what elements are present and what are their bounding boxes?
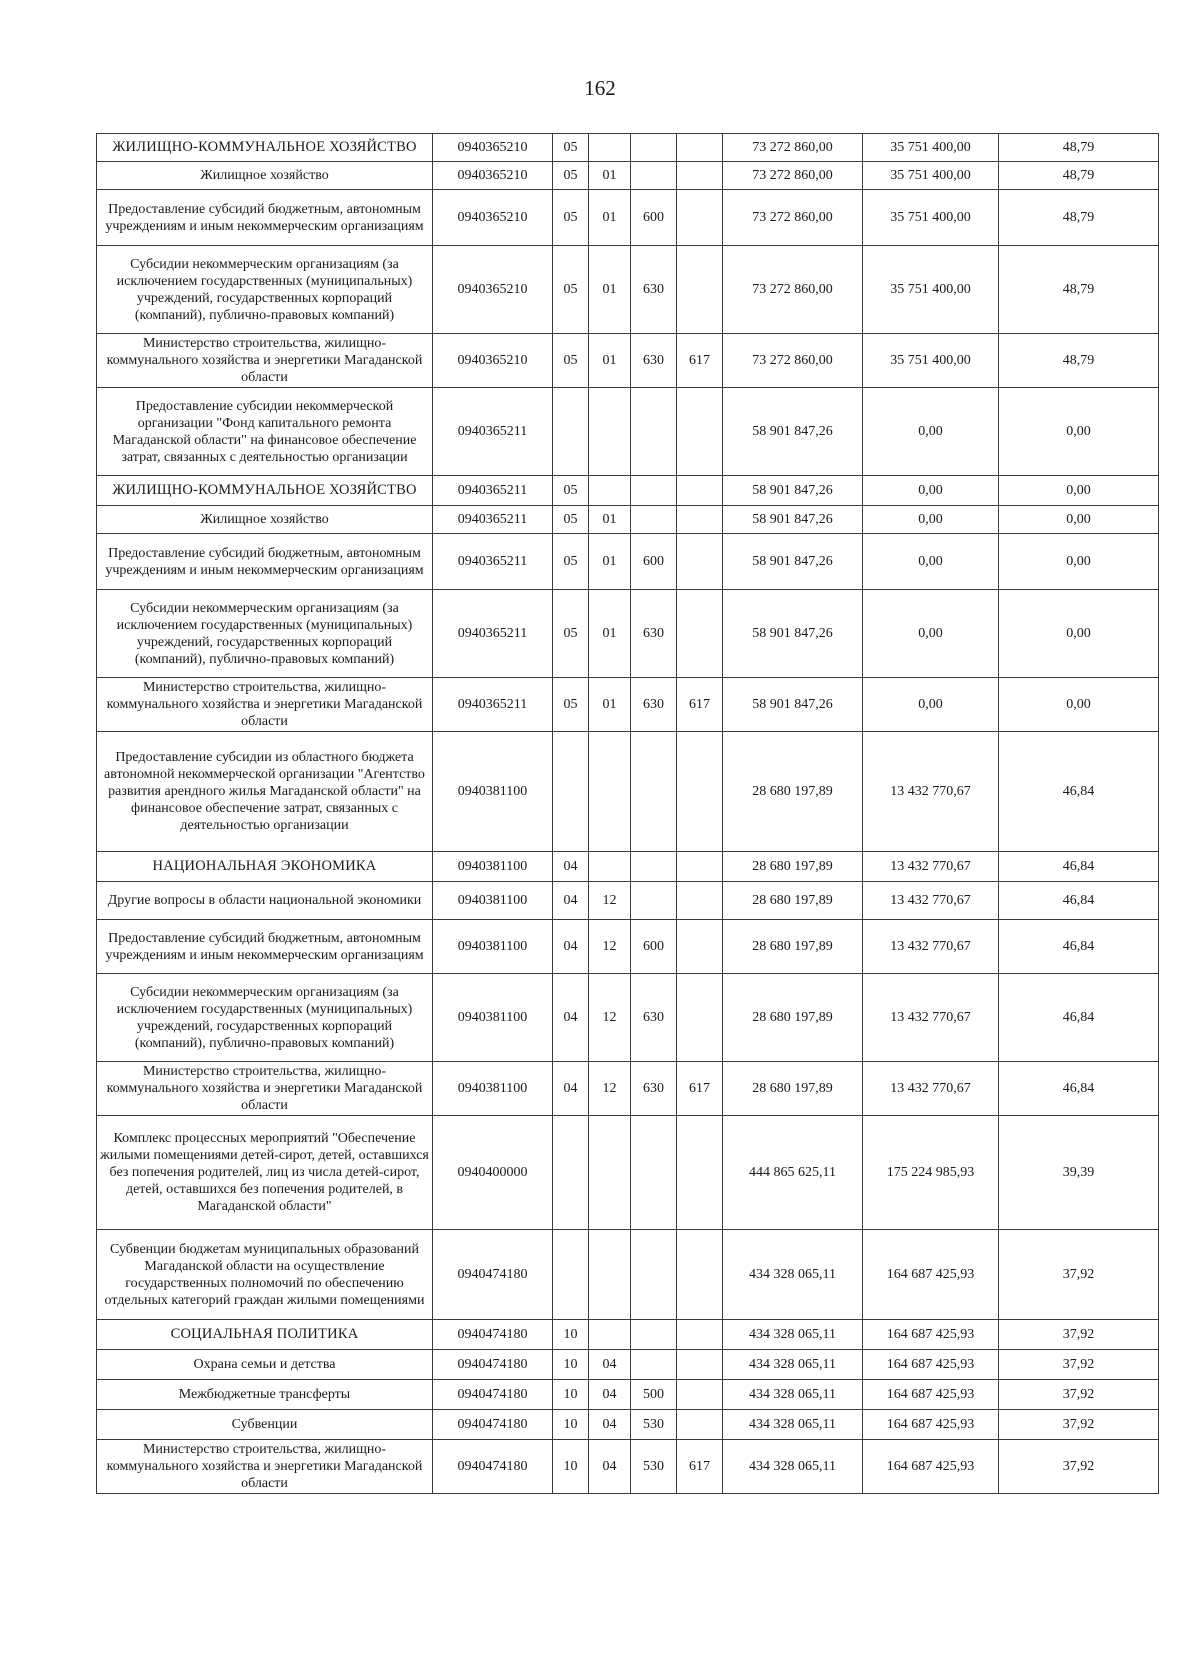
row-fact-cell: 164 687 425,93 [863,1440,999,1494]
row-rz-cell: 04 [553,852,589,882]
row-csr-cell: 0940474180 [433,1350,553,1380]
row-percent-cell: 0,00 [999,476,1159,506]
row-plan-cell: 58 901 847,26 [723,476,863,506]
table-row [97,1320,1159,1350]
row-rz-cell [553,388,589,476]
row-grbs-cell [677,852,723,882]
row-rz-cell: 05 [553,134,589,162]
row-pr-cell: 01 [589,162,631,190]
row-fact-cell: 175 224 985,93 [863,1116,999,1230]
row-fact-cell: 0,00 [863,388,999,476]
row-plan-cell: 434 328 065,11 [723,1410,863,1440]
row-csr-cell: 0940474180 [433,1230,553,1320]
row-pr-cell [589,1230,631,1320]
row-pr-cell: 04 [589,1380,631,1410]
row-rz-cell: 04 [553,1062,589,1116]
row-vr-cell [631,388,677,476]
row-fact-cell: 13 432 770,67 [863,1062,999,1116]
row-csr-cell: 0940381100 [433,1062,553,1116]
row-csr-cell: 0940365210 [433,246,553,334]
row-name-cell: Министерство строительства, жилищно-коммунального хозяйства и энергетики Магаданской области [97,1062,433,1116]
row-plan-cell: 28 680 197,89 [723,1062,863,1116]
row-percent-cell: 0,00 [999,506,1159,534]
row-pr-cell: 01 [589,246,631,334]
row-plan-cell: 28 680 197,89 [723,920,863,974]
row-plan-cell: 73 272 860,00 [723,246,863,334]
row-csr-cell: 0940365210 [433,134,553,162]
row-fact-cell: 35 751 400,00 [863,162,999,190]
row-vr-cell [631,852,677,882]
row-grbs-cell [677,506,723,534]
row-vr-cell: 530 [631,1440,677,1494]
row-rz-cell: 10 [553,1380,589,1410]
table-row [97,590,1159,678]
row-name-cell: Другие вопросы в области национальной экономики [97,882,433,920]
row-name-cell: Министерство строительства, жилищно-коммунального хозяйства и энергетики Магаданской области [97,334,433,388]
row-name-cell: Предоставление субсидий бюджетным, автономным учреждениям и иным некоммерческим организациям [97,534,433,590]
row-rz-cell: 10 [553,1440,589,1494]
table-row [97,678,1159,732]
row-vr-cell: 600 [631,190,677,246]
row-grbs-cell [677,246,723,334]
row-percent-cell: 46,84 [999,852,1159,882]
row-percent-cell: 0,00 [999,590,1159,678]
row-csr-cell: 0940474180 [433,1380,553,1410]
row-percent-cell: 0,00 [999,388,1159,476]
row-grbs-cell [677,1230,723,1320]
row-fact-cell: 0,00 [863,476,999,506]
row-fact-cell: 164 687 425,93 [863,1380,999,1410]
row-fact-cell: 13 432 770,67 [863,882,999,920]
table-row [97,534,1159,590]
row-percent-cell: 37,92 [999,1230,1159,1320]
row-vr-cell [631,476,677,506]
table-row [97,162,1159,190]
row-vr-cell: 630 [631,678,677,732]
row-grbs-cell [677,162,723,190]
row-grbs-cell [677,732,723,852]
row-pr-cell [589,476,631,506]
row-rz-cell: 10 [553,1320,589,1350]
row-fact-cell: 0,00 [863,590,999,678]
row-percent-cell: 37,92 [999,1350,1159,1380]
row-pr-cell: 04 [589,1350,631,1380]
table-row [97,1410,1159,1440]
row-pr-cell: 01 [589,534,631,590]
row-rz-cell: 04 [553,882,589,920]
row-vr-cell: 630 [631,590,677,678]
row-csr-cell: 0940381100 [433,732,553,852]
row-grbs-cell [677,388,723,476]
row-vr-cell [631,506,677,534]
budget-table-body [97,134,1159,1494]
row-pr-cell: 04 [589,1410,631,1440]
row-percent-cell: 46,84 [999,882,1159,920]
row-percent-cell: 37,92 [999,1380,1159,1410]
row-rz-cell: 05 [553,506,589,534]
row-pr-cell: 12 [589,1062,631,1116]
row-percent-cell: 39,39 [999,1116,1159,1230]
row-rz-cell: 05 [553,678,589,732]
row-plan-cell: 444 865 625,11 [723,1116,863,1230]
row-name-cell: Охрана семьи и детства [97,1350,433,1380]
row-fact-cell: 0,00 [863,678,999,732]
row-grbs-cell [677,1350,723,1380]
row-vr-cell: 630 [631,1062,677,1116]
row-fact-cell: 35 751 400,00 [863,334,999,388]
row-percent-cell: 0,00 [999,678,1159,732]
row-rz-cell: 10 [553,1350,589,1380]
row-percent-cell: 48,79 [999,246,1159,334]
row-vr-cell: 630 [631,974,677,1062]
row-csr-cell: 0940474180 [433,1320,553,1350]
row-grbs-cell [677,974,723,1062]
row-rz-cell: 05 [553,246,589,334]
table-row [97,732,1159,852]
row-rz-cell: 05 [553,590,589,678]
row-pr-cell: 01 [589,190,631,246]
row-pr-cell [589,852,631,882]
row-vr-cell [631,732,677,852]
row-name-cell: Субвенции [97,1410,433,1440]
row-name-cell: ЖИЛИЩНО-КОММУНАЛЬНОЕ ХОЗЯЙСТВО [97,476,433,506]
row-vr-cell [631,1116,677,1230]
row-name-cell: Предоставление субсидий бюджетным, автономным учреждениям и иным некоммерческим организациям [97,920,433,974]
row-name-cell: Субвенции бюджетам муниципальных образований Магаданской области на осуществление государственных полномочий по обеспечению отдельных категорий граждан жилыми помещениями [97,1230,433,1320]
row-grbs-cell [677,590,723,678]
row-csr-cell: 0940381100 [433,882,553,920]
table-row [97,334,1159,388]
table-row [97,476,1159,506]
row-csr-cell: 0940365210 [433,190,553,246]
table-row [97,974,1159,1062]
row-csr-cell: 0940400000 [433,1116,553,1230]
row-fact-cell: 13 432 770,67 [863,732,999,852]
table-row [97,852,1159,882]
row-csr-cell: 0940365210 [433,162,553,190]
row-vr-cell: 630 [631,334,677,388]
row-csr-cell: 0940381100 [433,974,553,1062]
row-csr-cell: 0940365211 [433,590,553,678]
row-name-cell: Комплекс процессных мероприятий "Обеспечение жилыми помещениями детей-сирот, детей, оставшихся без попечения родителей, лиц из числа детей-сирот, детей, оставшихся без попечения родителей, в Магаданской области" [97,1116,433,1230]
row-plan-cell: 28 680 197,89 [723,852,863,882]
row-grbs-cell [677,476,723,506]
row-pr-cell: 12 [589,920,631,974]
row-name-cell: НАЦИОНАЛЬНАЯ ЭКОНОМИКА [97,852,433,882]
row-vr-cell: 530 [631,1410,677,1440]
row-grbs-cell: 617 [677,1440,723,1494]
row-plan-cell: 434 328 065,11 [723,1380,863,1410]
row-pr-cell [589,732,631,852]
table-row [97,1230,1159,1320]
table-row [97,1062,1159,1116]
table-row [97,1380,1159,1410]
row-plan-cell: 58 901 847,26 [723,388,863,476]
row-grbs-cell: 617 [677,334,723,388]
row-percent-cell: 46,84 [999,1062,1159,1116]
row-pr-cell [589,388,631,476]
row-plan-cell: 73 272 860,00 [723,190,863,246]
row-vr-cell [631,162,677,190]
row-rz-cell [553,1116,589,1230]
row-pr-cell: 12 [589,974,631,1062]
row-grbs-cell: 617 [677,1062,723,1116]
row-vr-cell [631,1230,677,1320]
row-name-cell: Субсидии некоммерческим организациям (за исключением государственных (муниципальных) учреждений, государственных корпораций (компаний), публично-правовых компаний) [97,974,433,1062]
row-plan-cell: 28 680 197,89 [723,882,863,920]
row-name-cell: Министерство строительства, жилищно-коммунального хозяйства и энергетики Магаданской области [97,678,433,732]
row-percent-cell: 37,92 [999,1440,1159,1494]
row-percent-cell: 46,84 [999,974,1159,1062]
table-row [97,506,1159,534]
row-pr-cell: 01 [589,334,631,388]
row-name-cell: Жилищное хозяйство [97,506,433,534]
table-row [97,388,1159,476]
row-grbs-cell [677,882,723,920]
row-fact-cell: 164 687 425,93 [863,1350,999,1380]
row-vr-cell: 630 [631,246,677,334]
row-fact-cell: 164 687 425,93 [863,1230,999,1320]
row-csr-cell: 0940365211 [433,678,553,732]
row-fact-cell: 164 687 425,93 [863,1320,999,1350]
row-pr-cell: 04 [589,1440,631,1494]
page-number: 162 [584,76,616,100]
row-percent-cell: 0,00 [999,534,1159,590]
table-row [97,1440,1159,1494]
row-plan-cell: 58 901 847,26 [723,590,863,678]
row-name-cell: Предоставление субсидий бюджетным, автономным учреждениям и иным некоммерческим организациям [97,190,433,246]
row-percent-cell: 46,84 [999,732,1159,852]
row-pr-cell: 01 [589,590,631,678]
row-plan-cell: 434 328 065,11 [723,1230,863,1320]
row-grbs-cell [677,1320,723,1350]
row-grbs-cell: 617 [677,678,723,732]
row-grbs-cell [677,1116,723,1230]
row-fact-cell: 164 687 425,93 [863,1410,999,1440]
row-fact-cell: 13 432 770,67 [863,974,999,1062]
table-row [97,246,1159,334]
row-name-cell: СОЦИАЛЬНАЯ ПОЛИТИКА [97,1320,433,1350]
row-pr-cell [589,1116,631,1230]
row-pr-cell [589,1320,631,1350]
row-fact-cell: 0,00 [863,506,999,534]
row-rz-cell: 05 [553,476,589,506]
row-rz-cell: 05 [553,534,589,590]
row-grbs-cell [677,134,723,162]
row-grbs-cell [677,1410,723,1440]
row-name-cell: ЖИЛИЩНО-КОММУНАЛЬНОЕ ХОЗЯЙСТВО [97,134,433,162]
row-plan-cell: 434 328 065,11 [723,1350,863,1380]
table-row [97,190,1159,246]
row-csr-cell: 0940365211 [433,476,553,506]
row-vr-cell: 600 [631,920,677,974]
row-fact-cell: 35 751 400,00 [863,190,999,246]
row-plan-cell: 434 328 065,11 [723,1440,863,1494]
row-fact-cell: 35 751 400,00 [863,134,999,162]
row-csr-cell: 0940365211 [433,534,553,590]
row-pr-cell: 01 [589,506,631,534]
row-rz-cell: 04 [553,974,589,1062]
row-pr-cell: 01 [589,678,631,732]
row-vr-cell [631,882,677,920]
row-percent-cell: 48,79 [999,190,1159,246]
row-fact-cell: 13 432 770,67 [863,920,999,974]
row-csr-cell: 0940474180 [433,1440,553,1494]
row-rz-cell: 05 [553,334,589,388]
row-pr-cell [589,134,631,162]
budget-table [96,133,1159,1494]
table-row [97,882,1159,920]
row-rz-cell [553,1230,589,1320]
table-row [97,1116,1159,1230]
row-vr-cell [631,1350,677,1380]
row-percent-cell: 48,79 [999,134,1159,162]
row-plan-cell: 434 328 065,11 [723,1320,863,1350]
row-name-cell: Министерство строительства, жилищно-коммунального хозяйства и энергетики Магаданской области [97,1440,433,1494]
row-plan-cell: 58 901 847,26 [723,506,863,534]
table-row [97,920,1159,974]
row-percent-cell: 37,92 [999,1410,1159,1440]
row-csr-cell: 0940381100 [433,920,553,974]
row-rz-cell [553,732,589,852]
row-grbs-cell [677,190,723,246]
row-vr-cell: 600 [631,534,677,590]
table-row [97,134,1159,162]
row-grbs-cell [677,920,723,974]
row-rz-cell: 10 [553,1410,589,1440]
row-grbs-cell [677,1380,723,1410]
row-percent-cell: 48,79 [999,334,1159,388]
row-plan-cell: 73 272 860,00 [723,334,863,388]
row-percent-cell: 37,92 [999,1320,1159,1350]
row-name-cell: Жилищное хозяйство [97,162,433,190]
row-fact-cell: 35 751 400,00 [863,246,999,334]
row-grbs-cell [677,534,723,590]
row-plan-cell: 28 680 197,89 [723,732,863,852]
row-fact-cell: 0,00 [863,534,999,590]
row-rz-cell: 04 [553,920,589,974]
row-plan-cell: 73 272 860,00 [723,162,863,190]
row-pr-cell: 12 [589,882,631,920]
row-vr-cell: 500 [631,1380,677,1410]
row-csr-cell: 0940365211 [433,388,553,476]
row-name-cell: Предоставление субсидии из областного бюджета автономной некоммерческой организации "Агентство развития арендного жилья Магаданской области" на финансовое обеспечение затрат, связанных с деятельностью организации [97,732,433,852]
table-row [97,1350,1159,1380]
row-name-cell: Межбюджетные трансферты [97,1380,433,1410]
row-percent-cell: 48,79 [999,162,1159,190]
row-csr-cell: 0940365211 [433,506,553,534]
row-name-cell: Предоставление субсидии некоммерческой организации "Фонд капитального ремонта Магаданской области" на финансовое обеспечение затрат, связанных с деятельностью организации [97,388,433,476]
row-csr-cell: 0940365210 [433,334,553,388]
row-plan-cell: 28 680 197,89 [723,974,863,1062]
row-plan-cell: 58 901 847,26 [723,678,863,732]
row-vr-cell [631,134,677,162]
row-plan-cell: 73 272 860,00 [723,134,863,162]
row-name-cell: Субсидии некоммерческим организациям (за исключением государственных (муниципальных) учреждений, государственных корпораций (компаний), публично-правовых компаний) [97,246,433,334]
row-vr-cell [631,1320,677,1350]
row-plan-cell: 58 901 847,26 [723,534,863,590]
row-csr-cell: 0940474180 [433,1410,553,1440]
row-rz-cell: 05 [553,190,589,246]
row-csr-cell: 0940381100 [433,852,553,882]
row-fact-cell: 13 432 770,67 [863,852,999,882]
row-rz-cell: 05 [553,162,589,190]
row-percent-cell: 46,84 [999,920,1159,974]
row-name-cell: Субсидии некоммерческим организациям (за исключением государственных (муниципальных) учреждений, государственных корпораций (компаний), публично-правовых компаний) [97,590,433,678]
